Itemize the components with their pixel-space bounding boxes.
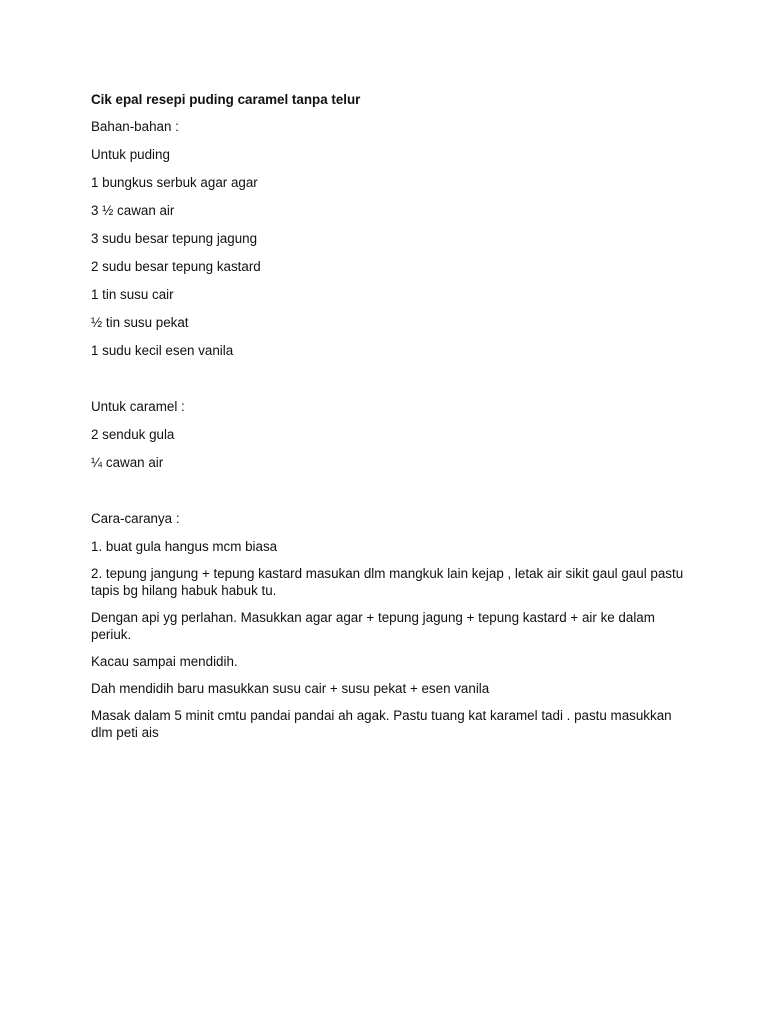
step-item: 1. buat gula hangus mcm biasa [91, 539, 278, 554]
step-item: Dengan api yg perlahan. Masukkan agar agar + tepung jagung + tepung kastard + air ke dalam periuk. [91, 610, 655, 642]
bahan-heading: Bahan-bahan : [91, 119, 179, 134]
spacer [91, 482, 691, 510]
step-item: Dah mendidih baru masukkan susu cair + susu pekat + esen vanila [91, 681, 490, 696]
puding-item: 3 ½ cawan air [91, 203, 175, 218]
document-page [91, 91, 691, 751]
puding-heading: Untuk puding [91, 147, 170, 162]
puding-item: ½ tin susu pekat [91, 315, 189, 330]
puding-item: 1 bungkus serbuk agar agar [91, 175, 258, 190]
caramel-heading: Untuk caramel : [91, 399, 185, 414]
recipe-title: Cik epal resepi puding caramel tanpa telur [91, 92, 361, 107]
caramel-item: ¼ cawan air [91, 455, 164, 470]
puding-item: 2 sudu besar tepung kastard [91, 259, 261, 274]
puding-item: 1 tin susu cair [91, 287, 174, 302]
step-item: 2. tepung jangung + tepung kastard masukan dlm mangkuk lain kejap , letak air sikit gaul gaul pastu tapis bg hilang habuk habuk tu. [91, 566, 684, 598]
puding-item: 3 sudu besar tepung jagung [91, 231, 258, 246]
cara-heading: Cara-caranya : [91, 511, 180, 526]
puding-item: 1 sudu kecil esen vanila [91, 343, 234, 358]
caramel-item: 2 senduk gula [91, 427, 175, 442]
spacer [91, 370, 691, 398]
step-item: Kacau sampai mendidih. [91, 654, 238, 669]
step-item: Masak dalam 5 minit cmtu pandai pandai ah agak. Pastu tuang kat karamel tadi . pastu masukkan dlm peti ais [91, 708, 672, 740]
